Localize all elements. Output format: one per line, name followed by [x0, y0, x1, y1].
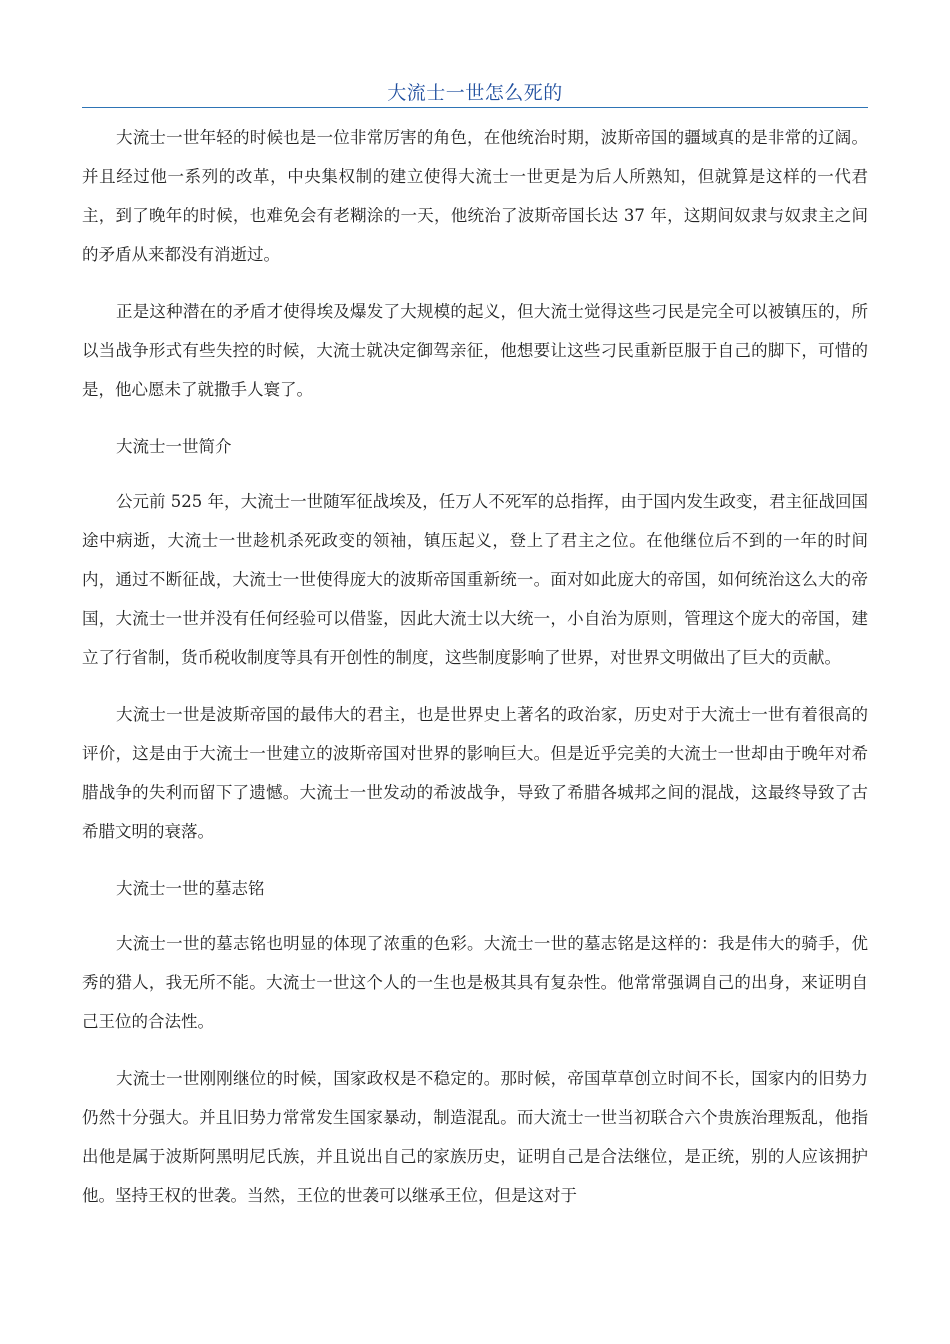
- paragraph-epitaph: 大流士一世的墓志铭也明显的体现了浓重的色彩。大流士一世的墓志铭是这样的：我是伟大的骑手，优秀的猎人，我无所不能。大流士一世这个人的一生也是极其具有复杂性。他常常强调自己的出身，来证明自己王位的合法性。: [82, 934, 868, 1031]
- header-divider: [82, 107, 868, 108]
- section-heading-epitaph: 大流士一世的墓志铭: [116, 879, 265, 898]
- document-title: 大流士一世怎么死的: [387, 82, 563, 104]
- paragraph-evaluation: 大流士一世是波斯帝国的最伟大的君主，也是世界史上著名的政治家，历史对于大流士一世有着很高的评价，这是由于大流士一世建立的波斯帝国对世界的影响巨大。但是近乎完美的大流士一世却由于晚年对希腊战争的失利而留下了遗憾。大流士一世发动的希波战争，导致了希腊各城邦之间的混战，这最终导致了古希腊文明的衰落。: [82, 705, 868, 841]
- paragraph-succession: 大流士一世刚刚继位的时候，国家政权是不稳定的。那时候，帝国草草创立时间不长，国家内的旧势力仍然十分强大。并且旧势力常常发生国家暴动，制造混乱。而大流士一世当初联合六个贵族治理叛乱，他指出他是属于波斯阿黑明尼氏族，并且说出自己的家族历史，证明自己是合法继位，是正统，别的人应该拥护他。坚持王权的世袭。当然，王位的世袭可以继承王位，但是这对于: [82, 1069, 868, 1205]
- document-header: [82, 78, 868, 110]
- section-heading-introduction: 大流士一世简介: [116, 437, 232, 456]
- paragraph-intro: 大流士一世年轻的时候也是一位非常厉害的角色，在他统治时期，波斯帝国的疆域真的是非常的辽阔。并且经过他一系列的改革，中央集权制的建立使得大流士一世更是为后人所熟知，但就算是这样的一代君主，到了晚年的时候，也难免会有老糊涂的一天，他统治了波斯帝国长达 37 年，这期间奴隶与奴隶主之间的矛盾从来都没有消逝过。: [82, 128, 868, 264]
- paragraph-rebellion: 正是这种潜在的矛盾才使得埃及爆发了大规模的起义，但大流士觉得这些刁民是完全可以被镇压的，所以当战争形式有些失控的时候，大流士就决定御驾亲征，他想要让这些刁民重新臣服于自己的脚下，可惜的是，他心愿未了就撒手人寰了。: [82, 302, 868, 399]
- paragraph-biography: 公元前 525 年，大流士一世随军征战埃及，任万人不死军的总指挥，由于国内发生政变，君主征战回国途中病逝，大流士一世趁机杀死政变的领袖，镇压起义，登上了君主之位。在他继位后不到的一年的时间内，通过不断征战，大流士一世使得庞大的波斯帝国重新统一。面对如此庞大的帝国，如何统治这么大的帝国，大流士一世并没有任何经验可以借鉴，因此大流士以大统一，小自治为原则，管理这个庞大的帝国，建立了行省制，货币税收制度等具有开创性的制度，这些制度影响了世界，对世界文明做出了巨大的贡献。: [82, 492, 868, 667]
- document-body: [82, 118, 868, 1233]
